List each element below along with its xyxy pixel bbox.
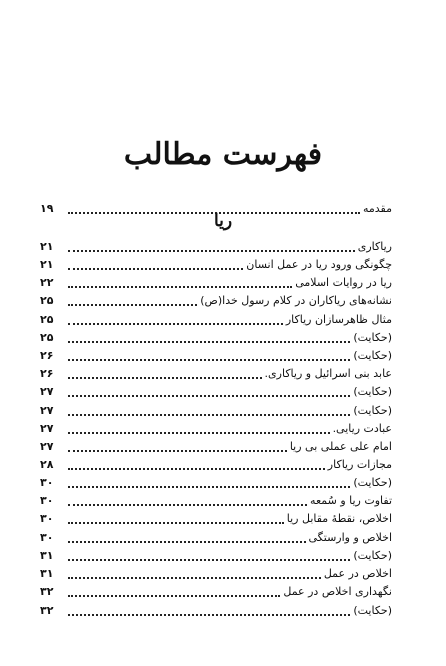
toc-entry-label: (حکایت) bbox=[353, 349, 392, 362]
dot-leader bbox=[68, 586, 280, 597]
toc-entry bbox=[40, 563, 392, 579]
toc-entry-page-number: ۳۲ bbox=[40, 585, 54, 598]
toc-entry bbox=[40, 418, 392, 434]
toc-entry bbox=[40, 381, 392, 397]
toc-entry-page-number: ۳۰ bbox=[40, 512, 54, 525]
toc-entry bbox=[40, 600, 392, 616]
dot-leader bbox=[68, 532, 306, 543]
dot-leader bbox=[68, 295, 197, 306]
dot-leader bbox=[68, 495, 307, 506]
toc-entry-page-number: ۳۱ bbox=[40, 549, 54, 562]
dot-leader bbox=[68, 423, 330, 434]
toc-entry-label: نشانه‌های ریاکاران در کلام رسول خدا(ص) bbox=[200, 294, 392, 307]
toc-entry-label: ریا در روایات اسلامی bbox=[295, 276, 392, 289]
section-heading: ریا bbox=[213, 211, 233, 231]
toc-entry-page-number: ۲۷ bbox=[40, 422, 54, 435]
toc-entry bbox=[40, 508, 392, 524]
dot-leader bbox=[68, 550, 350, 561]
dot-leader bbox=[68, 332, 350, 343]
dot-leader bbox=[68, 277, 292, 288]
dot-leader bbox=[68, 314, 283, 325]
toc-entry-label: عابد بنی اسرائیل و ریاکاری. bbox=[264, 367, 392, 380]
toc-entry-label: امام علی عملی بی ریا bbox=[289, 440, 392, 453]
toc-entry-page-number: ۳۰ bbox=[40, 494, 54, 507]
toc-entry-label: اخلاص، نقطهٔ مقابل ریا bbox=[286, 512, 392, 525]
dot-leader bbox=[68, 259, 243, 270]
toc-entry bbox=[40, 309, 392, 325]
toc-entry-page-number: ۲۱ bbox=[40, 258, 54, 271]
toc-entry-page-number: ۲۵ bbox=[40, 313, 54, 326]
toc-entry-page-number: ۲۶ bbox=[40, 367, 54, 380]
toc-entry-label: (حکایت) bbox=[353, 476, 392, 489]
toc-entry-label: (حکایت) bbox=[353, 404, 392, 417]
toc-entry bbox=[40, 400, 392, 416]
toc-entry bbox=[40, 527, 392, 543]
toc-entry-label: (حکایت) bbox=[353, 604, 392, 617]
toc-entry-page-number: ۲۷ bbox=[40, 385, 54, 398]
toc-entry-page-number: ۳۰ bbox=[40, 476, 54, 489]
toc-entry bbox=[40, 290, 392, 306]
toc-entry bbox=[40, 436, 392, 452]
toc-entry bbox=[40, 454, 392, 470]
toc-entry-label: (حکایت) bbox=[353, 331, 392, 344]
toc-entry-page-number: ۲۸ bbox=[40, 458, 54, 471]
toc-entry bbox=[40, 327, 392, 343]
dot-leader bbox=[68, 241, 355, 252]
toc-entry bbox=[40, 472, 392, 488]
dot-leader bbox=[68, 477, 350, 488]
toc-entry-page-number: ۳۰ bbox=[40, 531, 54, 544]
dot-leader bbox=[68, 386, 350, 397]
toc-entry-page-number: ۲۱ bbox=[40, 240, 54, 253]
toc-entry-label: ریاکاری bbox=[357, 240, 392, 253]
dot-leader bbox=[68, 513, 284, 524]
toc-entry-label: (حکایت) bbox=[353, 549, 392, 562]
dot-leader bbox=[68, 350, 350, 361]
toc-entry-page-number: ۲۵ bbox=[40, 294, 54, 307]
toc-entry-label: چگونگی ورود ریا در عمل انسان bbox=[246, 258, 392, 271]
dot-leader bbox=[68, 568, 321, 579]
toc-entry-label: مجازات ریاکار bbox=[327, 458, 392, 471]
toc-entry bbox=[40, 236, 392, 252]
dot-leader bbox=[68, 441, 287, 452]
toc-entry-page-number: ۲۶ bbox=[40, 349, 54, 362]
toc-entry bbox=[40, 363, 392, 379]
toc-entry-label: نگهداری اخلاص در عمل bbox=[283, 585, 392, 598]
dot-leader bbox=[68, 405, 350, 416]
dot-leader bbox=[68, 368, 262, 379]
toc-entry-page-number: ۲۷ bbox=[40, 440, 54, 453]
toc-entry-label: مقدمه bbox=[362, 202, 392, 215]
dot-leader bbox=[68, 605, 350, 616]
page-title: فهرست مطالب bbox=[123, 137, 323, 172]
toc-entry-label: اخلاص و وارستگی bbox=[308, 531, 392, 544]
toc-entry bbox=[40, 545, 392, 561]
toc-entry-page-number: ۳۲ bbox=[40, 604, 54, 617]
toc-entry-label: عبادت ریایی. bbox=[332, 422, 392, 435]
toc-entry bbox=[40, 345, 392, 361]
toc-entry bbox=[40, 254, 392, 270]
toc-entry-page-number: ۳۱ bbox=[40, 567, 54, 580]
toc-entry-label: اخلاص در عمل bbox=[323, 567, 392, 580]
toc-entry bbox=[40, 581, 392, 597]
toc-entry-page-number: ۲۷ bbox=[40, 404, 54, 417]
toc-entry-page-number: ۲۲ bbox=[40, 276, 54, 289]
dot-leader bbox=[68, 459, 325, 470]
toc-entry bbox=[40, 490, 392, 506]
toc-entry-label: مثال ظاهرسازان ریاکار bbox=[285, 313, 392, 326]
toc-entry-label: تفاوت ریا و سُمعه bbox=[310, 494, 392, 507]
toc-entry bbox=[40, 272, 392, 288]
toc-entry-page-number: ۱۹ bbox=[40, 202, 54, 215]
toc-entry-page-number: ۲۵ bbox=[40, 331, 54, 344]
toc-entry-label: (حکایت) bbox=[353, 385, 392, 398]
